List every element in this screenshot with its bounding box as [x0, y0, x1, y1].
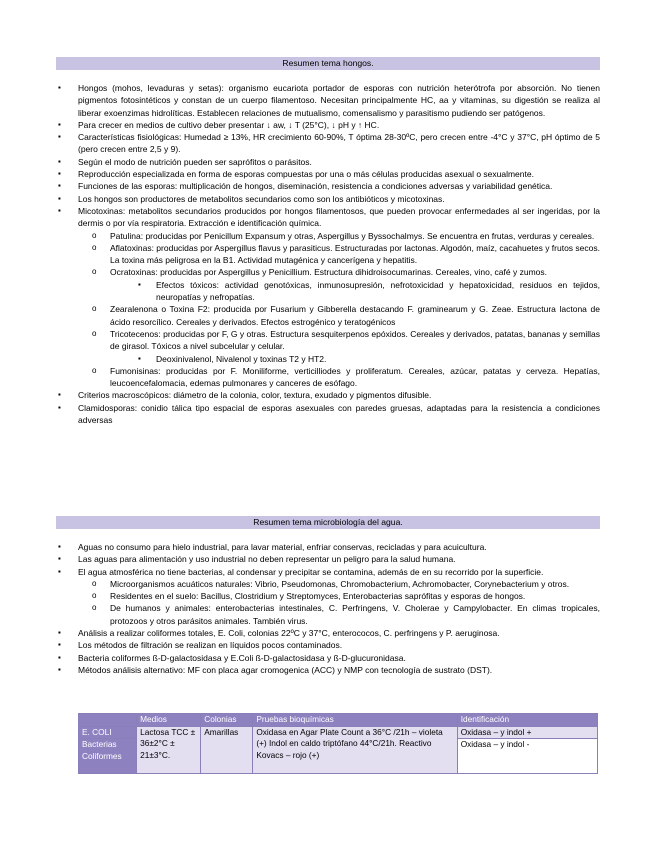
list-item: ▪ El agua atmosférica no tiene bacterias, al condensar y precipitar se contamina, además de en su recorrido por la superficie.: [56, 566, 600, 578]
table-cell: Oxidasa en Agar Plate Count a 36°C /21h – violeta (+) Indol en caldo triptófano 44°C/21h. Reactivo Kovacs – rojo (+): [253, 726, 457, 774]
sub-list-item: o Fumonisinas: producidas por F. Moniliforme, verticilliodes y proliferatum. Cereales, azúcar, patatas y cerveza. Hepatías, leucoencefalomacia, edemas pulmonares y canceres de esófago.: [56, 365, 600, 390]
sub-list-item: o Aflatoxinas: producidas por Aspergillus flavus y parasiticus. Estructuradas por lactonas. Algodón, maíz, cacahuetes y frutos secos. La toxina más peligrosa en la B1. Actividad mutagénica y cancerígena y hepatitis.: [56, 242, 600, 267]
list-item: ▪ Hongos (mohos, levaduras y setas): organismo eucariota portador de esporas con nutrición heterótrofa por absorción. No tienen pigmentos fotosintéticos y constan de un cuerpo filamentoso. Necesitan principalmente HC, aa y vitaminas, su digestión se realiza al liberar exoenzimas hidrolíticas. Establecen relaciones de mutualismo, comensalismo y parasitismo pudiendo ser patógenos.: [56, 82, 600, 119]
sub-list-item: o Tricotecenos: producidas por F, G y otras. Estructura sesquiterpenos epóxidos. Cereales y derivados, patatas, bananas y semillas de girasol. Tóxicos a nivel subcelular y celular.: [56, 328, 600, 353]
table-header: Pruebas bioquímicas: [253, 714, 457, 727]
section-title-agua: Resumen tema microbiología del agua.: [56, 516, 600, 529]
table-header: Colonias: [201, 714, 253, 727]
table-row: [79, 726, 598, 739]
list-item: ▪ Para crecer en medios de cultivo deber presentar ↓ aw, ↓ T (25°C), ↓ pH y ↑ HC.: [56, 119, 600, 131]
list-item: ▪ Criterios macroscópicos: diámetro de la colonia, color, textura, exudado y pigmentos difusible.: [56, 389, 600, 401]
sub-list-item: o Zearalenona o Toxina F2: producida por Fusarium y Gibberella destacando F. graminearum y G. Zeae. Estructura lactona de ácido resorcílico. Cereales y derivados. Efectos estrogénico y teratogénicos: [56, 303, 600, 328]
sub-sub-list-item: ▪ Deoxinivalenol, Nivalenol y toxinas T2 y HT2.: [56, 353, 600, 365]
list-item: ▪ Las aguas para alimentación y uso industrial no deben representar un peligro para la salud humana.: [56, 553, 600, 565]
list-item: ▪ Según el modo de nutrición pueden ser saprófitos o parásitos.: [56, 156, 600, 168]
table-cell: Amarillas: [201, 726, 253, 774]
list-item: ▪ Clamidosporas: conidio tálica tipo espacial de esporas asexuales con paredes gruesas, adaptadas para la resistencia a condiciones adversas: [56, 402, 600, 427]
sub-sub-list-item: ▪ Efectos tóxicos: actividad genotóxicas, inmunosupresión, nefrotoxicidad y hepatoxicidad, residuos en tejidos, neuropatías y nefropatías.: [56, 279, 600, 304]
sub-list-item: o Ocratoxinas: producidas por Aspergillus y Penicillium. Estructura dihidroisocumarinas. Cereales, vino, café y zumos.: [56, 266, 600, 278]
list-item: ▪ Aguas no consumo para hielo industrial, para lavar material, enfriar conservas, recicladas y para acuicultura.: [56, 541, 600, 553]
table-cell: E. COLI: [79, 726, 137, 739]
list-item: ▪ Reproducción especializada en forma de esporas compuestas por una o más células producidas asexual o sexualmente.: [56, 168, 600, 180]
list-item: ▪ Los hongos son productores de metabolitos secundarios como son los antibióticos y micotoxinas.: [56, 193, 600, 205]
sub-list-item: o Microorganismos acuáticos naturales: Vibrio, Pseudomonas, Chromobacterium, Achromobacter, Corynebacterium y otros.: [56, 578, 600, 590]
table-header: [79, 714, 137, 727]
table-header-row: [79, 714, 598, 727]
list-item: ▪ Métodos análisis alternativo: MF con placa agar cromogenica (ACC) y NMP con tecnología de sustrato (DST).: [56, 664, 600, 676]
list-item: ▪ Los métodos de filtración se realizan en líquidos pocos contaminados.: [56, 639, 600, 651]
table-header: Identificación: [457, 714, 597, 727]
list-item: ▪ Funciones de las esporas: multiplicación de hongos, diseminación, resistencia a condiciones adversas y variabilidad genética.: [56, 180, 600, 192]
coliform-table: [78, 713, 598, 774]
hongos-list: [56, 82, 600, 426]
table-cell: Lactosa TCC ± 36±2°C ± 21±3°C.: [137, 726, 201, 774]
table-cell: Oxidasa – y indol +: [457, 726, 597, 739]
sub-list-item: o Residentes en el suelo: Bacillus, Clostridium y Streptomyces, Enterobacterias saprófitas y esporas de hongos.: [56, 590, 600, 602]
list-item: ▪ Análisis a realizar coliformes totales, E. Coli, colonias 22ºC y 37°C, enterococos, C. perfringens y P. aeruginosa.: [56, 627, 600, 639]
sub-list-item: o Patulina: producidas por Penicillum Expansum y otras, Aspergillus y Byssochalmys. Se encuentra en frutas, verduras y cereales.: [56, 230, 600, 242]
section-title-hongos: Resumen tema hongos.: [56, 57, 600, 70]
agua-list: [56, 541, 600, 676]
list-item: ▪ Características fisiológicas: Humedad ≥ 13%, HR crecimiento 60-90%, T óptima 28-30ºC, pero crecen entre -4°C y 37°C, pH óptimo de 5 (pero crecen entre 2,5 y 9).: [56, 131, 600, 156]
table-header: Medios: [137, 714, 201, 727]
table-cell: Bacterias Coliformes: [79, 739, 137, 774]
list-item: ▪ Micotoxinas: metabolitos secundarios producidos por hongos filamentosos, que pueden provocar enfermedades al ser ingeridas, por la dermis o por vía respiratoria. Extracción e identificación química.: [56, 205, 600, 230]
table-cell: Oxidasa – y indol -: [457, 739, 597, 774]
sub-list-item: o De humanos y animales: enterobacterias intestinales, C. Perfringens, V. Cholerae y Campylobacter. En climas tropicales, protozoos y otros parásitos animales. También virus.: [56, 602, 600, 627]
list-item: ▪ Bacteria coliformes ß-D-galactosidasa y E.Coli ß-D-galactosidasa y ß-D-glucuronidasa.: [56, 652, 600, 664]
